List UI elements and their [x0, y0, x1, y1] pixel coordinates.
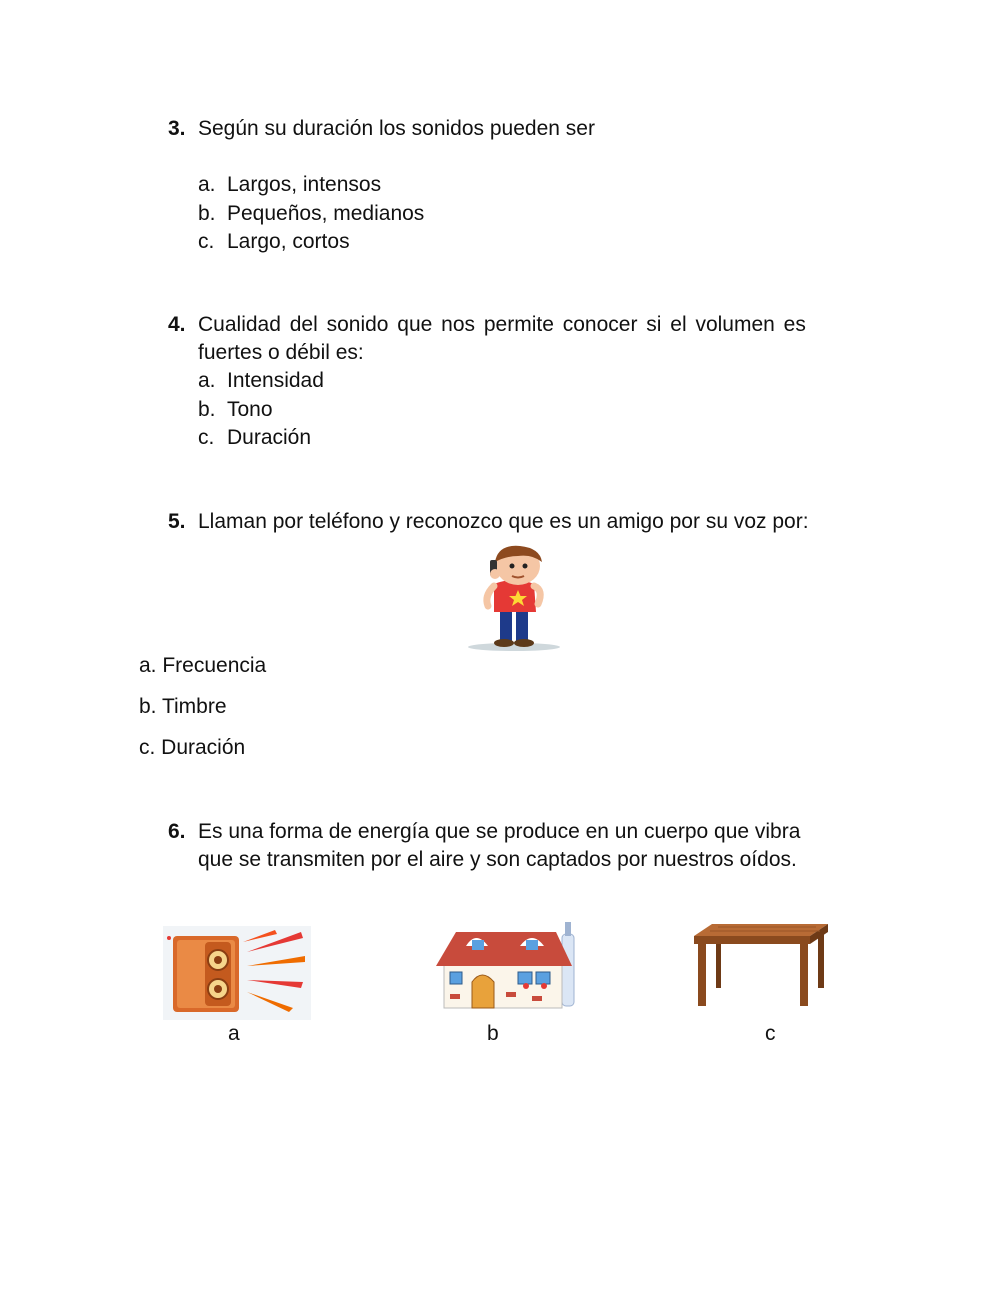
q6-image-label-b: b — [487, 1022, 499, 1045]
q4-option-a-letter: a. — [198, 369, 216, 392]
q5-option-c: c. Duración — [139, 736, 246, 759]
q3-option-a-text: Largos, intensos — [227, 173, 382, 196]
q4-option-c-letter: c. — [198, 426, 215, 449]
table-icon — [688, 920, 830, 1010]
q6-image-label-c: c — [765, 1022, 776, 1045]
q4-option-a-text: Intensidad — [227, 369, 324, 392]
q6-image-label-a: a — [228, 1022, 240, 1045]
question-6-line-1: Es una forma de energía que se produce en un cuerpo que vibra — [198, 820, 801, 843]
q4-option-c-text: Duración — [227, 426, 312, 449]
question-4-line-2: fuertes o débil es: — [198, 341, 364, 364]
question-5-number: 5. — [168, 510, 186, 533]
question-4-number: 4. — [168, 313, 186, 336]
question-3-text: Según su duración los sonidos pueden ser — [198, 117, 595, 140]
q3-option-b-letter: b. — [198, 202, 216, 225]
question-4-line-1: Cualidad del sonido que nos permite conocer si el volumen es — [198, 313, 806, 336]
speaker-icon — [163, 926, 311, 1020]
question-3-number: 3. — [168, 117, 186, 140]
house-icon — [436, 920, 582, 1010]
q4-option-b-text: Tono — [227, 398, 273, 421]
question-6-number: 6. — [168, 820, 186, 843]
q4-option-b-letter: b. — [198, 398, 216, 421]
question-5-text: Llaman por teléfono y reconozco que es un amigo por su voz por: — [198, 510, 809, 533]
q3-option-c-letter: c. — [198, 230, 215, 253]
q5-option-a: a. Frecuencia — [139, 654, 267, 677]
q3-option-c-text: Largo, cortos — [227, 230, 350, 253]
question-5-number-wrap — [168, 510, 186, 534]
q3-option-a-letter: a. — [198, 173, 216, 196]
question-3 — [168, 117, 186, 141]
q3-option-b-text: Pequeños, medianos — [227, 202, 425, 225]
boy-on-phone-icon — [462, 546, 572, 652]
q5-option-b: b. Timbre — [139, 695, 227, 718]
question-6-line-2: que se transmiten por el aire y son captados por nuestros oídos. — [198, 848, 797, 871]
question-4-number-wrap — [168, 313, 186, 337]
question-6-number-wrap — [168, 820, 186, 844]
